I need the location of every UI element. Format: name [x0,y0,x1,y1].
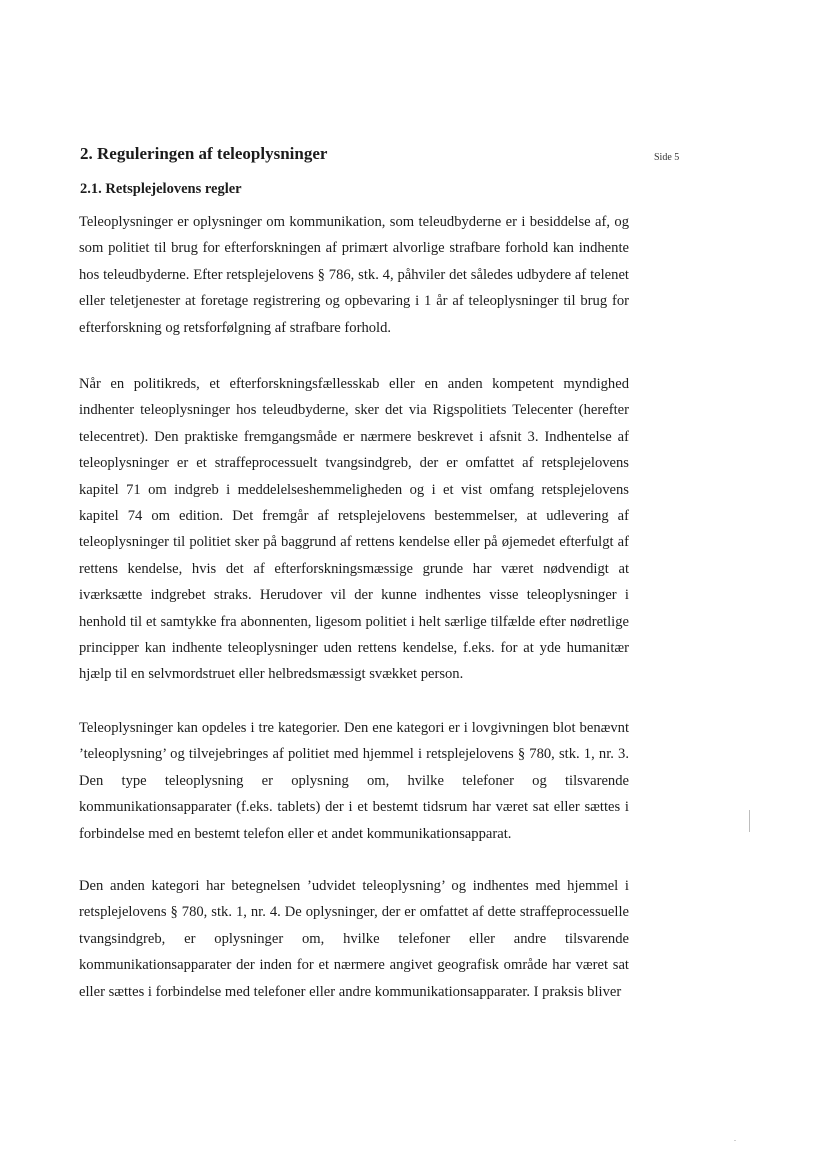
paragraph-2: Når en politikreds, et efterforskningsfællesskab eller en anden kompetent myndighed indhenter teleoplysninger hos teleudbyderne, sker det via Rigspolitiets Telecenter (herefter telecentret). Den praktiske fremgangsmåde er nærmere beskrevet i afsnit 3. Indhentelse af teleoplysninger er et straffeprocessuelt tvangsindgreb, der er omfattet af retsplejelovens kapitel 71 om indgreb i meddelelseshemmeligheden og i et vist omfang retsplejelovens kapitel 74 om edition. Det fremgår af retsplejelovens bestemmelser, at udlevering af teleoplysninger til politiet sker på baggrund af rettens kendelse eller på øjemedet efterfulgt af rettens kendelse, hvis det af efterforskningsmæssige grunde har været nødvendigt at iværksætte indgrebet straks. Herudover vil der kunne indhentes visse teleoplysninger i henhold til et samtykke fra abonnenten, ligesom politiet i helt særlige tilfælde efter nødretlige principper kan indhente teleoplysninger uden rettens kendelse, f.eks. for at yde humanitær hjælp til en selvmordstruet eller helbredsmæssigt svækket person. [79,376,629,683]
page-number-label: Side 5 [654,152,680,163]
paragraph-1: Teleoplysninger er oplysninger om kommunikation, som teleudbyderne er i besiddelse af, og som politiet til brug for efterforskningen af primært alvorlige strafbare forhold kan indhente hos teleudbyderne. Efter retsplejelovens § 786, stk. 4, påhviler det således udbydere af telenet eller teletjenester at foretage registrering og opbevaring i 1 år af teleoplysninger til brug for efterforskning og retsforfølgning af strafbare forhold. [79,214,629,336]
paragraph-4: Den anden kategori har betegnelsen ’udvidet teleoplysning’ og indhentes med hjemmel i retsplejelovens § 780, stk. 1, nr. 4. De oplysninger, der er omfattet af dette straffeprocessuelle tvangsindgreb, er oplysninger om, hvilke telefoner eller andre tilsvarende kommunikationsapparater der inden for et nærmere angivet geografisk område har været sat eller sættes i forbindelse med telefoner eller andre kommunikationsapparater. I praksis bliver [79,878,629,1000]
subsection-heading: 2.1. Retsplejelovens regler [80,181,242,197]
scan-artifact-line [749,810,750,832]
paragraph-3: Teleoplysninger kan opdeles i tre kategorier. Den ene kategori er i lovgivningen blot benævnt ’teleoplysning’ og tilvejebringes af politiet med hjemmel i retsplejelovens § 780, stk. 1, nr. 3. Den type teleoplysning er oplysning om, hvilke telefoner og tilsvarende kommunikationsapparater (f.eks. tablets) der i et bestemt tidsrum har været sat eller sættes i forbindelse med en bestemt telefon eller et andet kommunikationsapparat. [79,720,629,842]
scan-artifact-dot [734,1140,736,1141]
section-heading: 2. Reguleringen af teleoplysninger [80,144,328,163]
